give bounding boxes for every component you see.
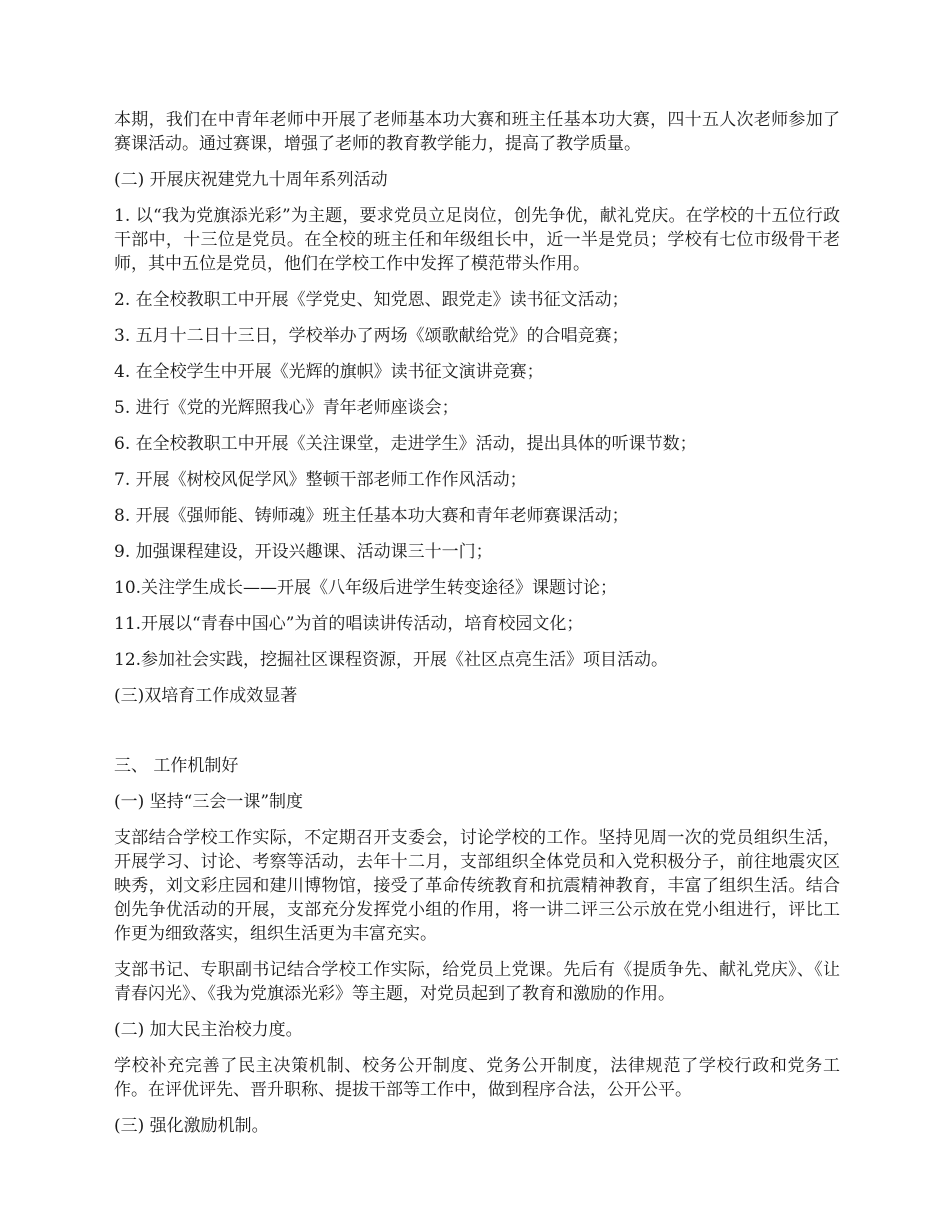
list-item: 5. 进行《党的光辉照我心》青年老师座谈会； [114,398,459,418]
list-item: 6. 在全校教职工中开展《关注课堂，走进学生》活动，提出具体的听课节数； [114,434,697,454]
list-item: 3. 五月十二日十三日，学校举办了两场《颂歌献给党》的合唱竞赛； [114,326,629,346]
document-body [114,108,840,1150]
subheading-dual-cultivation: (三)双培育工作成效显著 [114,686,298,706]
section-heading: 三、 工作机制好 [114,756,239,776]
list-item: 7. 开展《树校风促学风》整顿干部老师工作作风活动； [114,470,527,490]
paragraph: 学校补充完善了民主决策机制、校务公开制度、党务公开制度，法律规范了学校行政和党务工作。在评优评先、晋升职称、提拔干部等工作中，做到程序合法，公开公平。 [114,1056,840,1100]
subheading-democratic-governance: (二) 加大民主治校力度。 [114,1020,303,1040]
list-item: 1. 以“我为党旗添光彩”为主题，要求党员立足岗位，创先争优，献礼党庆。在学校的十五位行政干部中，十三位是党员。在全校的班主任和年级组长中，近一半是党员；学校有七位市级骨干老师，其中五位是党员，他们在学校工作中发挥了模范带头作用。 [114,206,840,274]
list-item: 11.开展以“青春中国心”为首的唱读讲传活动，培育校园文化； [114,614,584,634]
list-item: 2. 在全校教职工中开展《学党史、知党恩、跟党走》读书征文活动； [114,290,629,310]
subheading-incentive-mechanism: (三) 强化激励机制。 [114,1116,269,1136]
subheading-three-meetings: (一) 坚持“三会一课”制度 [114,792,304,812]
list-item: 10.关注学生成长——开展《八年级后进学生转变途径》课题讨论； [114,578,618,598]
paragraph-intro: 本期，我们在中青年老师中开展了老师基本功大赛和班主任基本功大赛，四十五人次老师参加了赛课活动。通过赛课，增强了老师的教育教学能力，提高了教学质量。 [114,110,840,154]
list-item: 8. 开展《强师能、铸师魂》班主任基本功大赛和青年老师赛课活动； [114,506,629,526]
list-item: 12.参加社会实践，挖掘社区课程资源，开展《社区点亮生活》项目活动。 [114,650,669,670]
list-item: 4. 在全校学生中开展《光辉的旗帜》读书征文演讲竞赛； [114,362,544,382]
paragraph: 支部结合学校工作实际，不定期召开支委会，讨论学校的工作。坚持见周一次的党员组织生活，开展学习、讨论、考察等活动，去年十二月，支部组织全体党员和入党积极分子，前往地震灾区映秀，刘文彩庄园和建川博物馆，接受了革命传统教育和抗震精神教育，丰富了组织生活。结合创先争优活动的开展，支部充分发挥党小组的作用，将一讲二评三公示放在党小组进行，评比工作更为细致落实，组织生活更为丰富充实。 [114,828,840,944]
subheading-party-anniversary: (二) 开展庆祝建党九十周年系列活动 [114,170,388,190]
list-item: 9. 加强课程建设，开设兴趣课、活动课三十一门； [114,542,493,562]
paragraph: 支部书记、专职副书记结合学校工作实际，给党员上党课。先后有《提质争先、献礼党庆》、《让青春闪光》、《我为党旗添光彩》等主题，对党员起到了教育和激励的作用。 [114,960,840,1004]
